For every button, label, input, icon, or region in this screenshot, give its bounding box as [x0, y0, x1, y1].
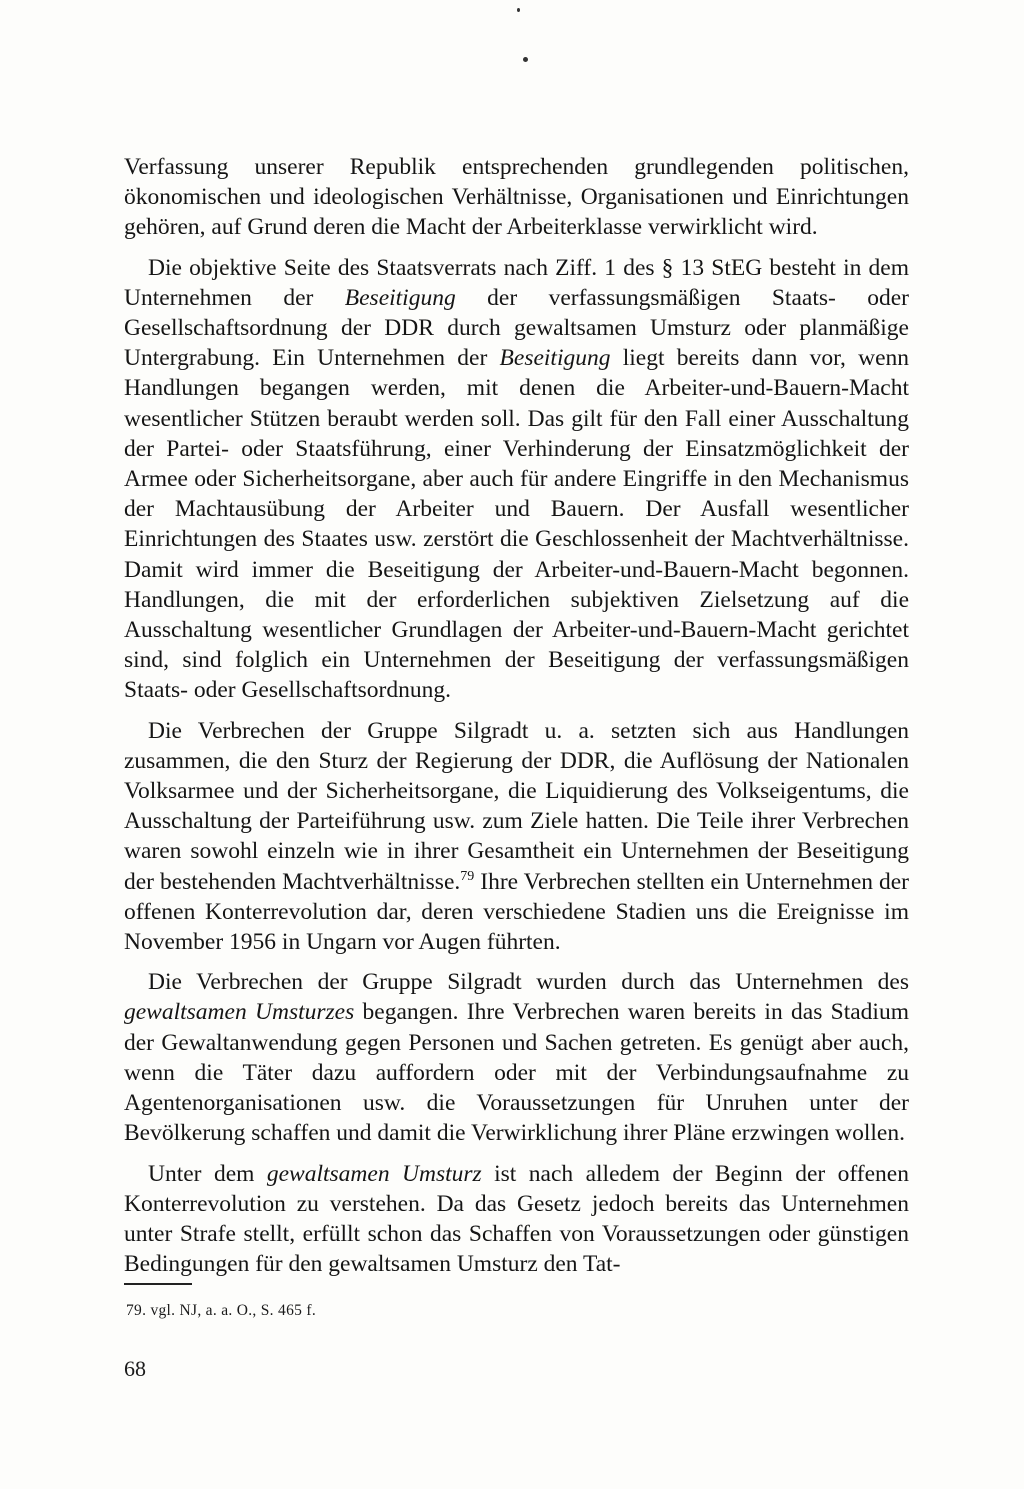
paragraph-text: ist nach alledem der Beginn der offenen Konterrevolution zu verstehen. Da das Gesetz jedoch bereits das Unternehmen unter Strafe stellt, erfüllt schon das Schaffen von Voraussetzungen oder günstigen Bedingungen für den gewaltsamen Umsturz den Tat-: [124, 1160, 909, 1278]
footnote-reference: 79: [460, 868, 475, 884]
paragraph-text: liegt bereits dann vor, wenn Handlungen begangen werden, mit denen die Arbeiter-und-Bauern-Macht wesentlicher Stützen beraubt werden soll. Das gilt für den Fall einer Ausschaltung der Partei- oder Staatsführung, einer Verhinderung der Einsatzmöglichkeit der Armee oder Sicherheitsorgane, aber auch für andere Eingriffe in den Mechanismus der Machtausübung der Arbeiter und Bauern. Der Ausfall wesentlicher Einrichtungen des Staates usw. zerstört die Geschlossenheit der Machtverhältnisse. Damit wird immer die Beseitigung der Arbeiter-und-Bauern-Macht begonnen. Handlungen, die mit der erforderlichen subjektiven Zielsetzung auf die Ausschaltung wesentlicher Grundlagen der Arbeiter-und-Bauern-Macht gerichtet sind, sind folglich ein Unternehmen der Beseitigung der verfassungsmäßigen Staats- oder Gesellschaftsordnung.: [124, 345, 910, 704]
paragraph-text: Ihre Verbrechen stellten ein Unternehmen der offenen Konterrevolution dar, deren verschiedene Stadien uns die Ereignisse im November 1956 in Ungarn vor Augen führten.: [124, 868, 909, 956]
paragraph: [124, 967, 909, 1148]
paragraph-text: begangen. Ihre Verbrechen waren bereits in das Stadium der Gewaltanwendung gegen Personen und Sachen getreten. Es genügt aber auch, wenn die Täter dazu auffordern oder mit der Verbindungsaufnahme zu Agentenorganisationen usw. die Voraussetzungen für Unruhen unter der Bevölkerung schaffen und damit die Verwirklichung ihrer Pläne erzwingen wollen.: [124, 999, 909, 1147]
paragraph: [124, 1159, 909, 1280]
paragraph: [124, 152, 909, 243]
footnote-divider: [124, 1283, 192, 1285]
paragraph: [124, 716, 909, 958]
main-text: [124, 152, 909, 1289]
emphasis: Beseitigung: [344, 284, 456, 311]
scan-speck: [517, 8, 520, 12]
paragraph-text: Unter dem: [148, 1160, 267, 1187]
emphasis: gewaltsamen Umsturz: [266, 1160, 482, 1187]
scan-speck: [523, 57, 528, 62]
paragraph: [124, 253, 909, 706]
emphasis: gewaltsamen Umsturzes: [124, 999, 355, 1026]
paragraph-text: Die Verbrechen der Gruppe Silgradt wurden durch das Unternehmen des: [148, 969, 909, 996]
paragraph-text: Die objektive Seite des Staatsverrats nach Ziff. 1 des § 13 StEG besteht in dem Unternehmen der: [124, 254, 909, 311]
paragraph-text: der verfassungsmäßigen Staats- oder Gesellschaftsordnung der DDR durch gewaltsamen Umsturz oder planmäßige Untergrabung. Ein Unternehmen der: [124, 284, 910, 372]
emphasis: Beseitigung: [499, 345, 611, 372]
page-number: 68: [124, 1356, 146, 1381]
paragraph-text: Die Verbrechen der Gruppe Silgradt u. a. setzten sich aus Handlungen zusammen, die den Sturz der Regierung der DDR, die Auflösung der Nationalen Volksarmee und der Sicherheitsorgane, die Liquidierung des Volkseigentums, die Ausschaltung der Parteiführung usw. zum Ziele hatten. Die Teile ihrer Verbrechen waren sowohl einzeln wie in ihrer Gesamtheit ein Unternehmen der Beseitigung der bestehenden Machtverhältnisse.: [124, 717, 909, 895]
paragraph-text: Verfassung unserer Republik entsprechenden grundlegenden politischen, ökonomischen und ideologischen Verhältnisse, Organisationen und Einrichtungen gehören, auf Grund deren die Macht der Arbeiterklasse verwirklicht wird.: [124, 154, 909, 241]
footnote: 79. vgl. NJ, a. a. O., S. 465 f.: [126, 1302, 316, 1319]
